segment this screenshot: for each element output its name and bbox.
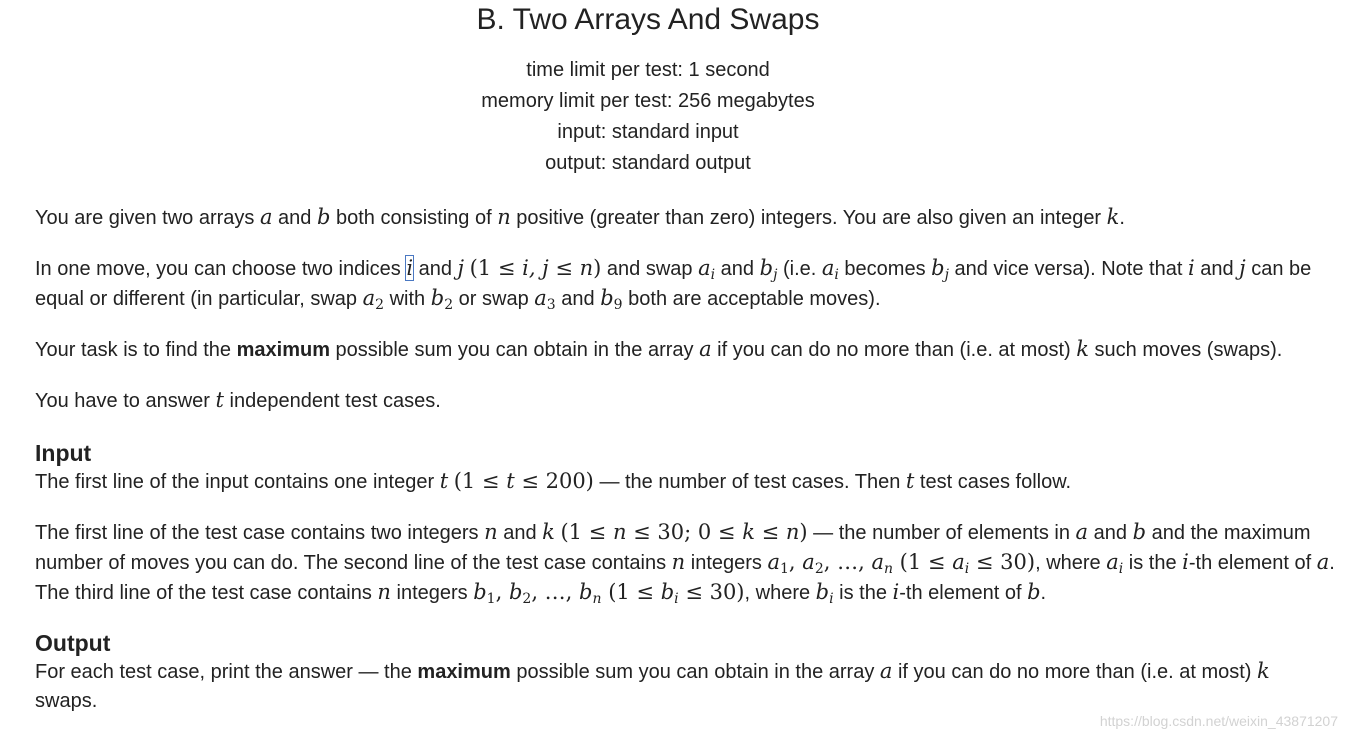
- text: and: [1088, 522, 1133, 544]
- text: and: [413, 258, 458, 280]
- text: integers: [685, 552, 768, 574]
- problem-limits: [0, 55, 1296, 179]
- statement-paragraph: [35, 254, 1335, 314]
- math-var: a: [1075, 520, 1089, 544]
- math-formula: ,: [788, 550, 803, 574]
- text: You have to answer: [35, 390, 216, 412]
- input-paragraph: [35, 518, 1335, 608]
- statement-paragraph: [35, 335, 1335, 365]
- math-var: b: [508, 580, 523, 604]
- math-var: n: [785, 520, 800, 544]
- text: possible sum you can obtain in the array: [510, 661, 880, 683]
- text: is the: [833, 582, 893, 604]
- text: -th element of: [899, 582, 1028, 604]
- math-var: n: [579, 256, 594, 280]
- watermark: https://blog.csdn.net/weixin_43871207: [1099, 713, 1338, 729]
- problem-title: B. Two Arrays And Swaps: [476, 3, 820, 36]
- math-var: n: [497, 205, 511, 229]
- math-subscript: 2: [522, 591, 532, 607]
- math-var: k: [742, 520, 755, 544]
- text: For each test case, print the answer — the: [35, 661, 418, 683]
- math-var: b: [815, 580, 830, 604]
- text: and the maximum number of moves you can do. The second line of the test case contains: [35, 522, 1311, 574]
- math-var: n: [612, 520, 627, 544]
- statement-paragraph: [35, 386, 1335, 416]
- problem-statement: [35, 0, 1335, 716]
- math-var: b: [759, 256, 774, 280]
- text: and swap: [601, 258, 699, 280]
- math-var: i: [1187, 256, 1195, 280]
- text: both consisting of: [330, 207, 498, 229]
- math-subscript: 2: [814, 561, 824, 577]
- math-var: t: [215, 388, 224, 412]
- math-var: k: [1106, 205, 1120, 229]
- math-subscript: i: [1118, 561, 1124, 577]
- bold-text: maximum: [236, 339, 330, 361]
- math-var: k: [1257, 659, 1270, 683]
- math-var: a: [1316, 550, 1330, 574]
- problem-header: [0, 3, 1296, 179]
- math-var: b: [1132, 520, 1147, 544]
- math-subscript: 2: [444, 297, 454, 313]
- math-var: b: [316, 205, 331, 229]
- text: , where: [744, 582, 816, 604]
- math-var: k: [1076, 337, 1089, 361]
- math-subscript: i: [829, 591, 834, 607]
- math-subscript: 9: [613, 297, 623, 313]
- text: if you can do no more than (i.e. at most): [711, 339, 1077, 361]
- text: swaps.: [35, 690, 98, 712]
- math-var: i: [1182, 550, 1189, 574]
- text: .: [1119, 207, 1125, 229]
- statement-paragraph: [35, 203, 1335, 233]
- text: such moves (swaps).: [1088, 339, 1283, 361]
- text: — the number of test cases. Then: [593, 471, 906, 493]
- text: and: [715, 258, 760, 280]
- input-section-title: Input: [35, 440, 92, 466]
- math-var: a: [802, 550, 815, 574]
- text: and: [272, 207, 317, 229]
- math-var-selected[interactable]: i: [406, 256, 414, 280]
- math-formula: (1 ≤: [453, 469, 507, 493]
- time-limit: time limit per test: 1 second: [526, 59, 770, 81]
- text: can be equal or different (in particular, swap: [35, 258, 1312, 310]
- math-subscript: 2: [375, 297, 385, 313]
- math-var: b: [473, 580, 487, 604]
- math-var: t: [506, 469, 515, 493]
- text: . The third line of the test case contains: [35, 552, 1335, 604]
- math-subscript: i: [674, 591, 679, 607]
- text: if you can do no more than (i.e. at most): [892, 661, 1258, 683]
- math-subscript: 1: [486, 591, 496, 607]
- math-formula: ): [799, 520, 808, 544]
- math-subscript: i: [710, 267, 716, 283]
- math-var: k: [542, 520, 555, 544]
- math-var: i: [892, 580, 900, 604]
- math-subscript: j: [773, 267, 778, 283]
- math-var: a: [699, 337, 712, 361]
- math-var: b: [579, 580, 593, 604]
- math-formula: , …,: [531, 580, 580, 604]
- math-formula: ≤: [548, 256, 580, 280]
- math-formula: (1 ≤: [601, 580, 661, 604]
- text: The first line of the input contains one integer: [35, 471, 440, 493]
- text: .: [1040, 582, 1047, 604]
- text: both are acceptable moves).: [622, 288, 881, 310]
- text: and: [555, 288, 601, 310]
- math-formula: , …,: [823, 550, 872, 574]
- math-formula: ): [593, 256, 602, 280]
- input-paragraph: [35, 467, 1335, 497]
- math-var: b: [1027, 580, 1041, 604]
- text: , where: [1035, 552, 1107, 574]
- text: is the: [1123, 552, 1183, 574]
- math-var: a: [534, 286, 547, 310]
- text: — the number of elements in: [807, 522, 1076, 544]
- math-var: a: [879, 659, 893, 683]
- math-var: a: [698, 256, 711, 280]
- math-var: a: [362, 286, 376, 310]
- text: integers: [390, 582, 474, 604]
- math-var: n: [377, 580, 391, 604]
- text: independent test cases.: [223, 390, 441, 412]
- math-var: n: [671, 550, 686, 574]
- input-spec: input: standard input: [557, 121, 739, 143]
- math-var: a: [952, 550, 965, 574]
- math-var: b: [660, 580, 675, 604]
- math-var: b: [430, 286, 445, 310]
- math-var: b: [931, 256, 945, 280]
- math-var: j: [457, 256, 465, 280]
- memory-limit: memory limit per test: 256 megabytes: [481, 90, 815, 112]
- math-var: t: [905, 469, 915, 493]
- math-var: n: [484, 520, 498, 544]
- text: -th element of: [1188, 552, 1317, 574]
- text: The first line of the test case contains two integers: [35, 522, 485, 544]
- text: (i.e.: [777, 258, 822, 280]
- math-var: a: [871, 550, 884, 574]
- output-section-title: Output: [35, 630, 111, 656]
- math-subscript: i: [964, 561, 970, 577]
- math-var: t: [439, 469, 449, 493]
- math-subscript: 3: [546, 297, 556, 313]
- math-var: j: [1239, 256, 1246, 280]
- math-var: i, j: [522, 256, 549, 280]
- text: You are given two arrays: [35, 207, 260, 229]
- math-formula: ≤ 30): [969, 550, 1036, 574]
- text: In one move, you can choose two indices: [35, 258, 407, 280]
- text: and: [497, 522, 543, 544]
- text: or swap: [453, 288, 535, 310]
- text: and: [1194, 258, 1240, 280]
- math-var: a: [821, 256, 835, 280]
- math-var: a: [259, 205, 273, 229]
- math-formula: (1 ≤: [469, 256, 523, 280]
- math-subscript: n: [592, 591, 602, 607]
- text: with: [384, 288, 431, 310]
- math-subscript: n: [883, 561, 893, 577]
- text: and vice versa). Note that: [948, 258, 1188, 280]
- text: test cases follow.: [914, 471, 1072, 493]
- text: Your task is to find the: [35, 339, 237, 361]
- bold-text: maximum: [417, 661, 511, 683]
- math-formula: ≤ 30): [678, 580, 745, 604]
- math-subscript: j: [944, 267, 949, 283]
- text: becomes: [838, 258, 932, 280]
- output-spec: output: standard output: [545, 152, 751, 174]
- math-formula: ≤ 30; 0 ≤: [626, 520, 743, 544]
- math-formula: ≤: [754, 520, 786, 544]
- math-subscript: 1: [780, 561, 789, 577]
- math-formula: (1 ≤: [893, 550, 953, 574]
- math-formula: ≤ 200): [514, 469, 594, 493]
- text: possible sum you can obtain in the array: [329, 339, 700, 361]
- math-subscript: i: [834, 267, 839, 283]
- text: positive (greater than zero) integers. You are also given an integer: [510, 207, 1107, 229]
- math-var: b: [600, 286, 614, 310]
- math-var: a: [1106, 550, 1119, 574]
- math-var: a: [767, 550, 780, 574]
- output-paragraph: [35, 657, 1335, 716]
- math-formula: ,: [495, 580, 509, 604]
- math-formula: (1 ≤: [560, 520, 613, 544]
